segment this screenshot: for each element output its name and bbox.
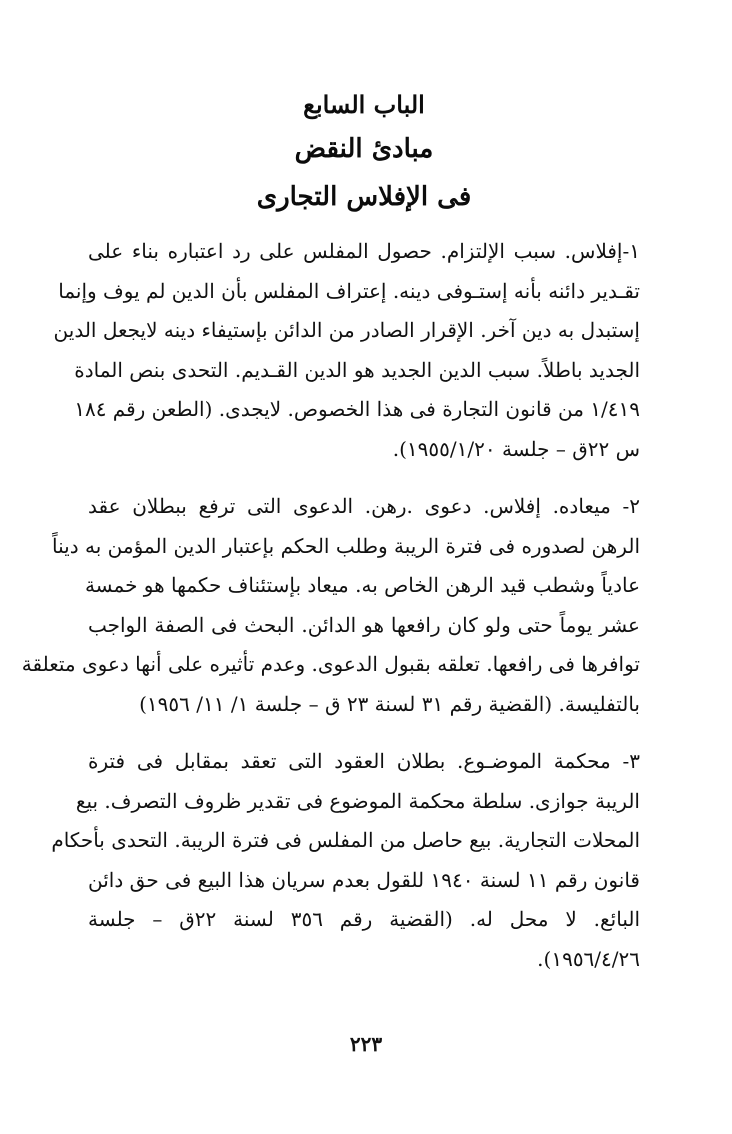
page-number: ٢٢٣ — [349, 1032, 383, 1056]
item-line: توافرها فى رافعها. تعلقه بقبول الدعوى. وعدم تأثيره على أنها دعوى متعلقة — [21, 652, 640, 676]
item-line: البائع. لا محل له. (القضية رقم ٣٥٦ لسنة ٢٢ق – جلسة — [88, 907, 640, 931]
ruling-item-3 — [51, 742, 640, 979]
principles-heading: مبادئ النقض — [294, 134, 434, 164]
item-line: س ٢٢ق – جلسة ١٩٥٥/١/٢٠). — [392, 436, 640, 461]
item-line: المحلات التجارية. بيع حاصل من المفلس فى فترة الريبة. التحدى بأحكام — [51, 828, 640, 852]
item-line: الريبة جوازى. سلطة محكمة الموضوع فى تقدير ظروف التصرف. بيع — [75, 788, 640, 813]
item-line: تقـدير دائنه بأنه إستـوفى دينه. إعتراف المفلس بأن الدين لم يوف وإنما — [58, 278, 640, 303]
item-line: إستبدل به دين آخر. الإقرار الصادر من الدائن بإستيفاء دينه لايجعل الدين — [53, 318, 640, 342]
item-line: الجديد باطلاً. سبب الدين الجديد هو الدين القـديم. التحدى بنص المادة — [74, 357, 640, 382]
item-line: ٣- محكمة الموضـوع. بطلان العقود التى تعقد بمقابل فى فترة — [88, 749, 640, 773]
item-line: عادياً وشطب قيد الرهن الخاص به. ميعاد بإستئناف حكمها هو خمسة — [84, 573, 640, 597]
chapter-heading: الباب السابع — [303, 90, 425, 119]
item-line: قانون رقم ١١ لسنة ١٩٤٠ للقول بعدم سريان هذا البيع فى حق دائن — [88, 867, 640, 892]
item-line: الرهن لصدوره فى فترة الريبة وطلب الحكم بإعتبار الدين المؤمن به ديناً — [52, 533, 640, 558]
item-line: ١٩٥٦/٤/٢٦). — [537, 946, 640, 971]
item-line: عشر يوماً حتى ولو كان رافعها هو الدائن. البحث فى الصفة الواجب — [88, 612, 640, 637]
item-line: ١-إفلاس. سبب الإلتزام. حصول المفلس على رد اعتباره بناء على — [88, 239, 640, 263]
ruling-item-2 — [21, 487, 640, 724]
item-line: بالتفليسة. (القضية رقم ٣١ لسنة ٢٣ ق – جلسة ١/ ١١/ ١٩٥٦) — [139, 691, 640, 716]
subject-heading: فى الإفلاس التجارى — [256, 182, 472, 212]
item-line: ١/٤١٩ من قانون التجارة فى هذا الخصوص. لايجدى. (الطعن رقم ١٨٤ — [74, 397, 640, 421]
ruling-item-1 — [53, 232, 640, 469]
item-line: ٢- ميعاده. إفلاس. دعوى .رهن. الدعوى التى ترفع ببطلان عقد — [88, 494, 640, 518]
